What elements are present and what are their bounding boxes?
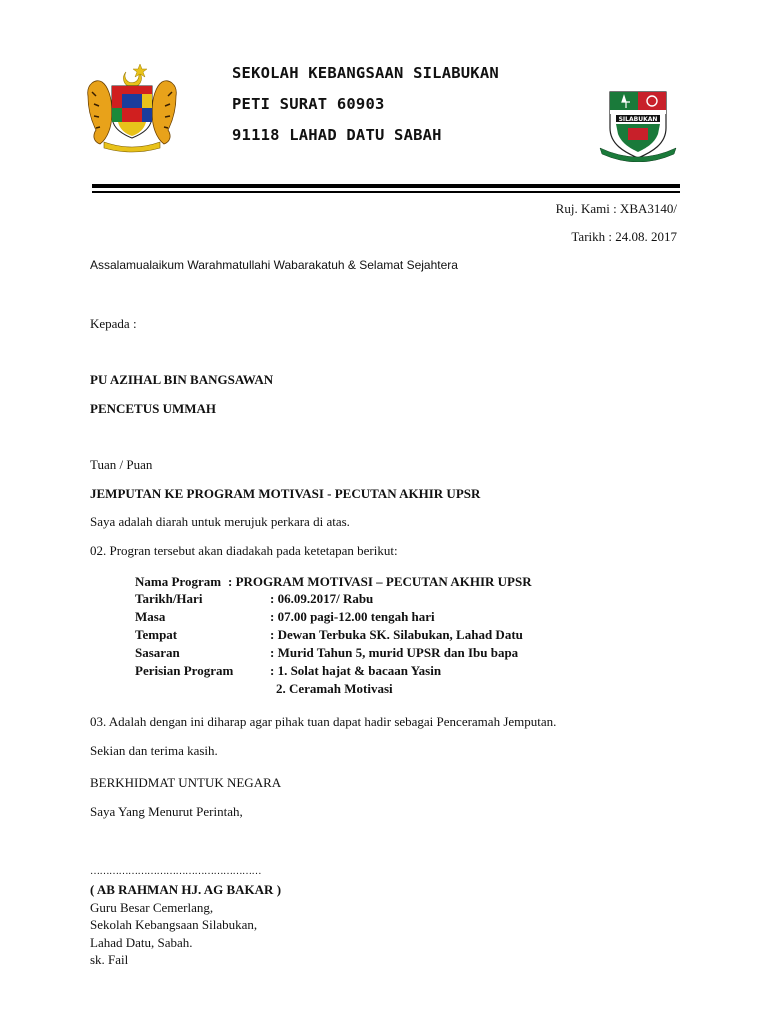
program-agenda-item-2: 2. Ceramah Motivasi [276,681,393,696]
header-rule-thick [92,184,680,188]
program-date-label: Tarikh/Hari [135,591,203,606]
recipient-name: PU AZIHAL BIN BANGSAWAN [90,372,274,387]
school-letterhead [232,62,499,155]
postcode-city: 91118 LAHAD DATU SABAH [232,126,442,144]
paragraph-1: Saya adalah diarah untuk merujuk perkara di atas. [90,514,350,529]
program-target-label: Sasaran [135,645,180,660]
greeting: Assalamualaikum Warahmatullahi Wabarakatuh & Selamat Sejahtera [90,258,458,272]
recipient-title: PENCETUS UMMAH [90,401,217,416]
carbon-copy: sk. Fail [90,952,129,967]
salutation: Tuan / Puan [90,457,153,472]
signatory-school: Sekolah Kebangsaan Silabukan, [90,917,258,932]
closing-thanks: Sekian dan terima kasih. [90,743,218,758]
program-agenda-item-1: : 1. Solat hajat & bacaan Yasin [270,663,442,678]
letter-subject: JEMPUTAN KE PROGRAM MOTIVASI - PECUTAN AKHIR UPSR [90,486,481,501]
po-box: PETI SURAT 60903 [232,95,385,113]
program-time-label: Masa [135,609,166,624]
paragraph-2: 02. Progran tersebut akan diadakah pada ketetapan berikut: [90,543,398,558]
program-target-value: : Murid Tahun 5, murid UPSR dan Ibu bapa [270,645,519,660]
signatory-position: Guru Besar Cemerlang, [90,900,214,915]
school-name: SEKOLAH KEBANGSAAN SILABUKAN [232,64,499,82]
program-name-label: Nama Program [135,574,222,589]
program-place-value: : Dewan Terbuka SK. Silabukan, Lahad Datu [270,627,523,642]
motto: BERKHIDMAT UNTUK NEGARA [90,775,282,790]
letter-date: Tarikh : 24.08. 2017 [571,229,677,244]
school-crest-icon [598,88,678,162]
signature-line: ……………………………………………… [90,866,261,877]
program-agenda-label: Perisian Program [135,663,234,678]
malaysia-coat-of-arms-icon [82,56,182,156]
to-label: Kepada : [90,316,137,331]
closing-yours: Saya Yang Menurut Perintah, [90,804,243,819]
program-place-label: Tempat [135,627,178,642]
our-reference: Ruj. Kami : XBA3140/ [555,201,677,216]
program-date-value: : 06.09.2017/ Rabu [270,591,374,606]
signatory-name: ( AB RAHMAN HJ. AG BAKAR ) [90,882,282,897]
svg-text:SILABUKAN: SILABUKAN [618,116,658,123]
header-rule-thin [92,191,680,193]
paragraph-3: 03. Adalah dengan ini diharap agar pihak tuan dapat hadir sebagai Penceramah Jemputan. [90,714,557,729]
program-name-value: : PROGRAM MOTIVASI – PECUTAN AKHIR UPSR [228,574,532,589]
program-time-value: : 07.00 pagi-12.00 tengah hari [270,609,435,624]
signatory-location: Lahad Datu, Sabah. [90,935,193,950]
